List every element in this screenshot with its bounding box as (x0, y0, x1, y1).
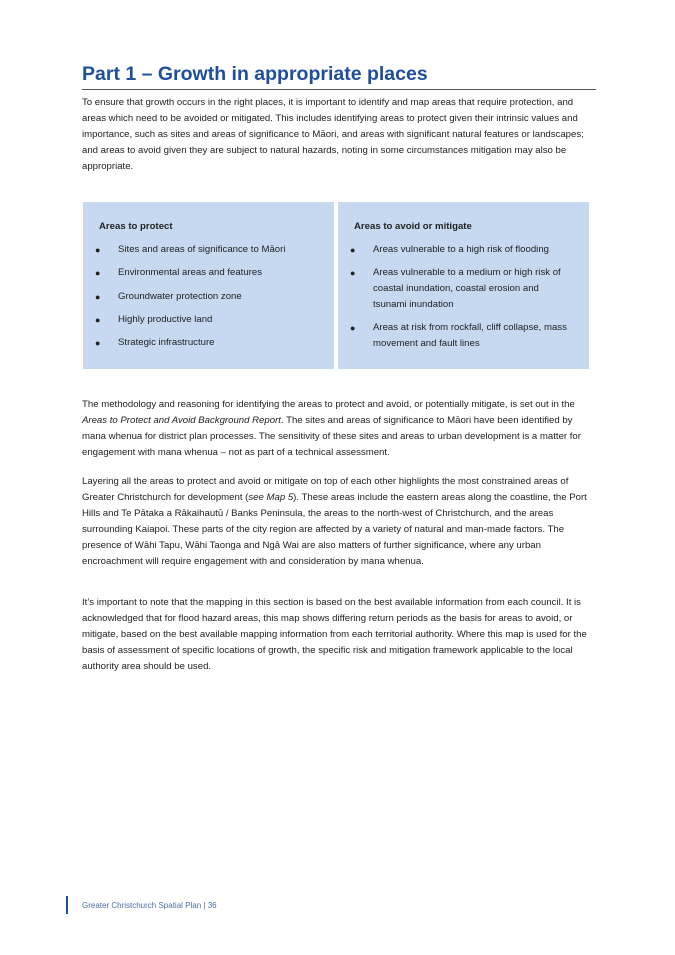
layering-paragraph: Layering all the areas to protect and avoid or mitigate on top of each other highlights the most constrained areas of Greater Christchurch for development (see Map 5). These areas include the eastern areas along the coastline, the Port Hills and Te Pātaka a Rākaihautū / Banks Peninsula, the areas to the north-west of Christchurch, and the areas surrounding Kaiapoi. These parts of the city region are affected by a variety of natural and man-made factors. The presence of Wāhi Tapu, Wāhi Taonga and Ngā Wai are also matters of further significance, where any urban encroachment will require engagement with and consideration by mana whenua. (82, 476, 587, 567)
mapping-note-paragraph: It’s important to note that the mapping in this section is based on the best available information from each council. It is acknowledged that for flood hazard areas, this map shows differing return periods as the basis for areas to avoid, or mitigate, based on the best available mapping information from each territorial authority. Where this map is used for the basis of assessment of specific locations of growth, the specific risk and mitigation framework applicable to the local authority area should be used. (82, 597, 587, 672)
bullet-icon: ● (350, 268, 356, 278)
list-item: ● Groundwater protection zone (118, 289, 318, 305)
list-item: ● Highly productive land (118, 312, 318, 328)
bullet-icon: ● (350, 323, 356, 333)
bullet-icon: ● (95, 292, 101, 302)
areas-to-avoid-panel (338, 202, 589, 369)
list-item: ● Areas at risk from rockfall, cliff collapse, mass movement and fault lines (350, 322, 567, 349)
list-item: ● Environmental areas and features (118, 265, 318, 281)
page-footer: Greater Christchurch Spatial Plan | 36 (82, 901, 217, 910)
areas-to-protect-heading: Areas to protect (99, 221, 173, 232)
background-report-title: Areas to Protect and Avoid Background Report (82, 415, 281, 426)
bullet-icon: ● (95, 268, 101, 278)
list-item: ● Sites and areas of significance to Māori (118, 242, 318, 258)
bullet-icon: ● (95, 315, 101, 325)
intro-paragraph: To ensure that growth occurs in the right places, it is important to identify and map areas that require protection, and areas which need to be avoided or mitigated. This includes identifying areas to protect given their intrinsic values and importance, such as sites and areas of significance to Māori, and areas with significant natural features or landscapes; and areas to avoid given they are subject to natural hazards, noting in some circumstances mitigation may also be appropriate. (82, 97, 584, 172)
methodology-paragraph: The methodology and reasoning for identifying the areas to protect and avoid, or potentially mitigate, is set out in the Areas to Protect and Avoid Background Report. The sites and areas of significance to Māori have been identified by mana whenua for district plan processes. The sensitivity of these sites and areas to urban development is a matter for engagement with mana whenua – not as part of a technical assessment. (82, 399, 581, 458)
list-item: ● Strategic infrastructure (118, 335, 318, 351)
list-item: ● Areas vulnerable to a high risk of flooding (373, 242, 573, 258)
bullet-icon: ● (95, 338, 101, 348)
map-reference: see Map 5 (248, 492, 294, 503)
bullet-icon: ● (350, 245, 356, 255)
footer-accent-bar (66, 896, 68, 914)
bullet-icon: ● (95, 245, 101, 255)
areas-to-protect-panel (83, 202, 334, 369)
page-title: Part 1 – Growth in appropriate places (82, 63, 596, 90)
areas-to-avoid-heading: Areas to avoid or mitigate (354, 221, 472, 232)
list-item: ● Areas vulnerable to a medium or high risk of coastal inundation, coastal erosion and tsunami inundation (350, 267, 561, 310)
